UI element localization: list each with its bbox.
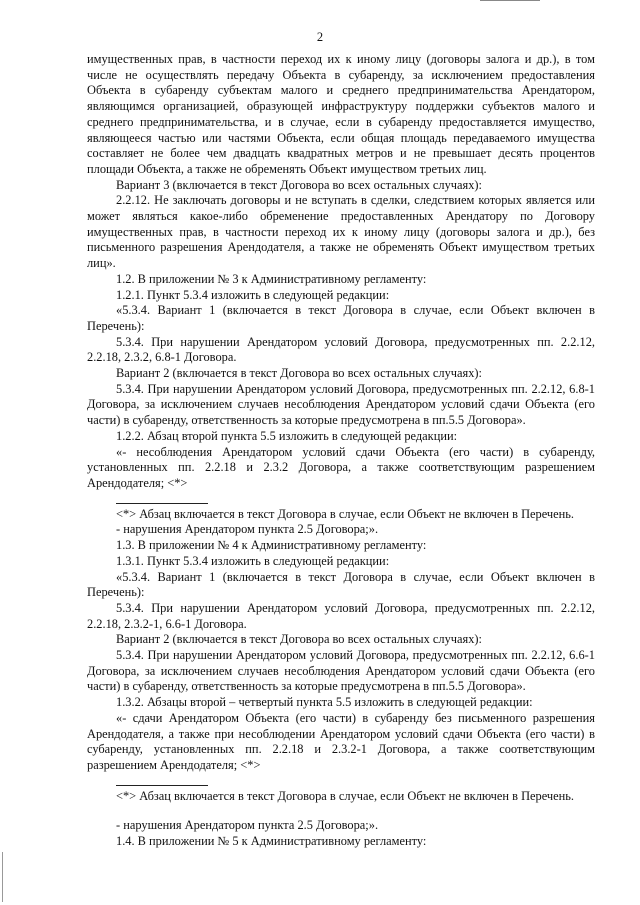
paragraph: 1.2. В приложении № 3 к Административному регламенту:	[116, 271, 427, 286]
paragraph: «5.3.4. Вариант 1 (включается в текст Договора в случае, если Объект включен в Перечень):	[87, 569, 595, 600]
scan-artifact-top	[480, 0, 540, 4]
paragraph: 1.3.2. Абзацы второй – четвертый пункта 5.5 изложить в следующей редакции:	[116, 695, 533, 710]
paragraph: Вариант 2 (включается в текст Договора во всех остальных случаях):	[116, 366, 482, 381]
footnote-divider	[116, 785, 208, 786]
paragraph: - нарушения Арендатором пункта 2.5 Договора;».	[116, 818, 379, 833]
paragraph: 5.3.4. При нарушении Арендатором условий Договора, предусмотренных пп. 2.2.12, 2.2.18, 2.3.2, 6.8-1 Договора.	[87, 334, 595, 365]
paragraph: имущественных прав, в частности переход их к иному лицу (договоры залога и др.), в том числе не осуществлять передачу Объекта в субаренду, за исключением предоставления Объекта в субаренду субъектам малого и среднего предпринимательства Арендатором, являющимся организацией, образующей инфраструктуру поддержки субъектов малого и среднего предпринимательства, и в случае, если в субаренду предоставляется имущество, являющееся частью или частями Объекта, если общая площадь передаваемого имущества составляет не более чем двадцать квадратных метров и не превышает десять процентов площади Объекта, а также не обременять Объект имуществом третьих лиц.	[87, 52, 595, 176]
paragraph: «- несоблюдения Арендатором условий сдачи Объекта (его части) в субаренду, установленных пп. 2.2.18 и 2.3.2 Договора, а также соответствующим разрешением Арендодателя; <*>	[87, 444, 595, 490]
paragraph: 1.2.2. Абзац второй пункта 5.5 изложить в следующей редакции:	[116, 428, 458, 443]
paragraph: - нарушения Арендатором пункта 2.5 Договора;».	[116, 522, 379, 537]
footnote: <*> Абзац включается в текст Договора в случае, если Объект не включен в Перечень.	[116, 788, 575, 803]
paragraph: 1.2.1. Пункт 5.3.4 изложить в следующей редакции:	[116, 287, 390, 302]
paragraph: 5.3.4. При нарушении Арендатором условий Договора, предусмотренных пп. 2.2.12, 6.6-1 Договора, за исключением случаев несоблюдения Арендатором условий сдачи Объекта (его части) в субаренду, ответственность за которые предусмотрена в пп.5.5 Договора».	[87, 648, 595, 694]
paragraph: 5.3.4. При нарушении Арендатором условий Договора, предусмотренных пп. 2.2.12, 6.8-1 Договора, за исключением случаев несоблюдения Арендатором условий сдачи Объекта (его части) в субаренду, ответственность за которые предусмотрена в пп.5.5 Договора».	[87, 381, 595, 428]
paragraph: 2.2.12. Не заключать договоры и не вступать в сделки, следствием которых является или может являться какое-либо обременение предоставленных Арендатору по Договору имущественных прав, в частности переход их к иному лицу (договоры залога и др.), без письменного разрешения Арендодателя, а также не обременять Объект имуществом третьих лиц».	[87, 193, 595, 271]
footnote: <*> Абзац включается в текст Договора в случае, если Объект не включен в Перечень.	[116, 506, 575, 521]
paragraph: 1.3. В приложении № 4 к Административному регламенту:	[116, 538, 427, 553]
paragraph: Вариант 2 (включается в текст Договора во всех остальных случаях):	[116, 632, 482, 647]
paragraph: «- сдачи Арендатором Объекта (его части) в субаренду без письменного разрешения Арендодателя, а также при несоблюдении Арендатором условий сдачи Объекта (его части) в субаренду, установленных пп. 2.2.18 и 2.3.2-1 Договора, а также соответствующим разрешением Арендодателя; <*>	[87, 710, 595, 772]
page-number: 2	[316, 30, 324, 44]
document-body	[87, 52, 595, 850]
footnote-divider	[116, 503, 208, 504]
scan-artifact-edge	[2, 852, 3, 902]
paragraph: 1.3.1. Пункт 5.3.4 изложить в следующей редакции:	[116, 553, 390, 568]
paragraph: Вариант 3 (включается в текст Договора во всех остальных случаях):	[116, 177, 482, 192]
paragraph: 5.3.4. При нарушении Арендатором условий Договора, предусмотренных пп. 2.2.12, 2.2.18, 2.3.2-1, 6.6-1 Договора.	[87, 600, 595, 631]
paragraph: «5.3.4. Вариант 1 (включается в текст Договора в случае, если Объект включен в Перечень):	[87, 303, 595, 333]
paragraph: 1.4. В приложении № 5 к Административному регламенту:	[116, 834, 427, 849]
